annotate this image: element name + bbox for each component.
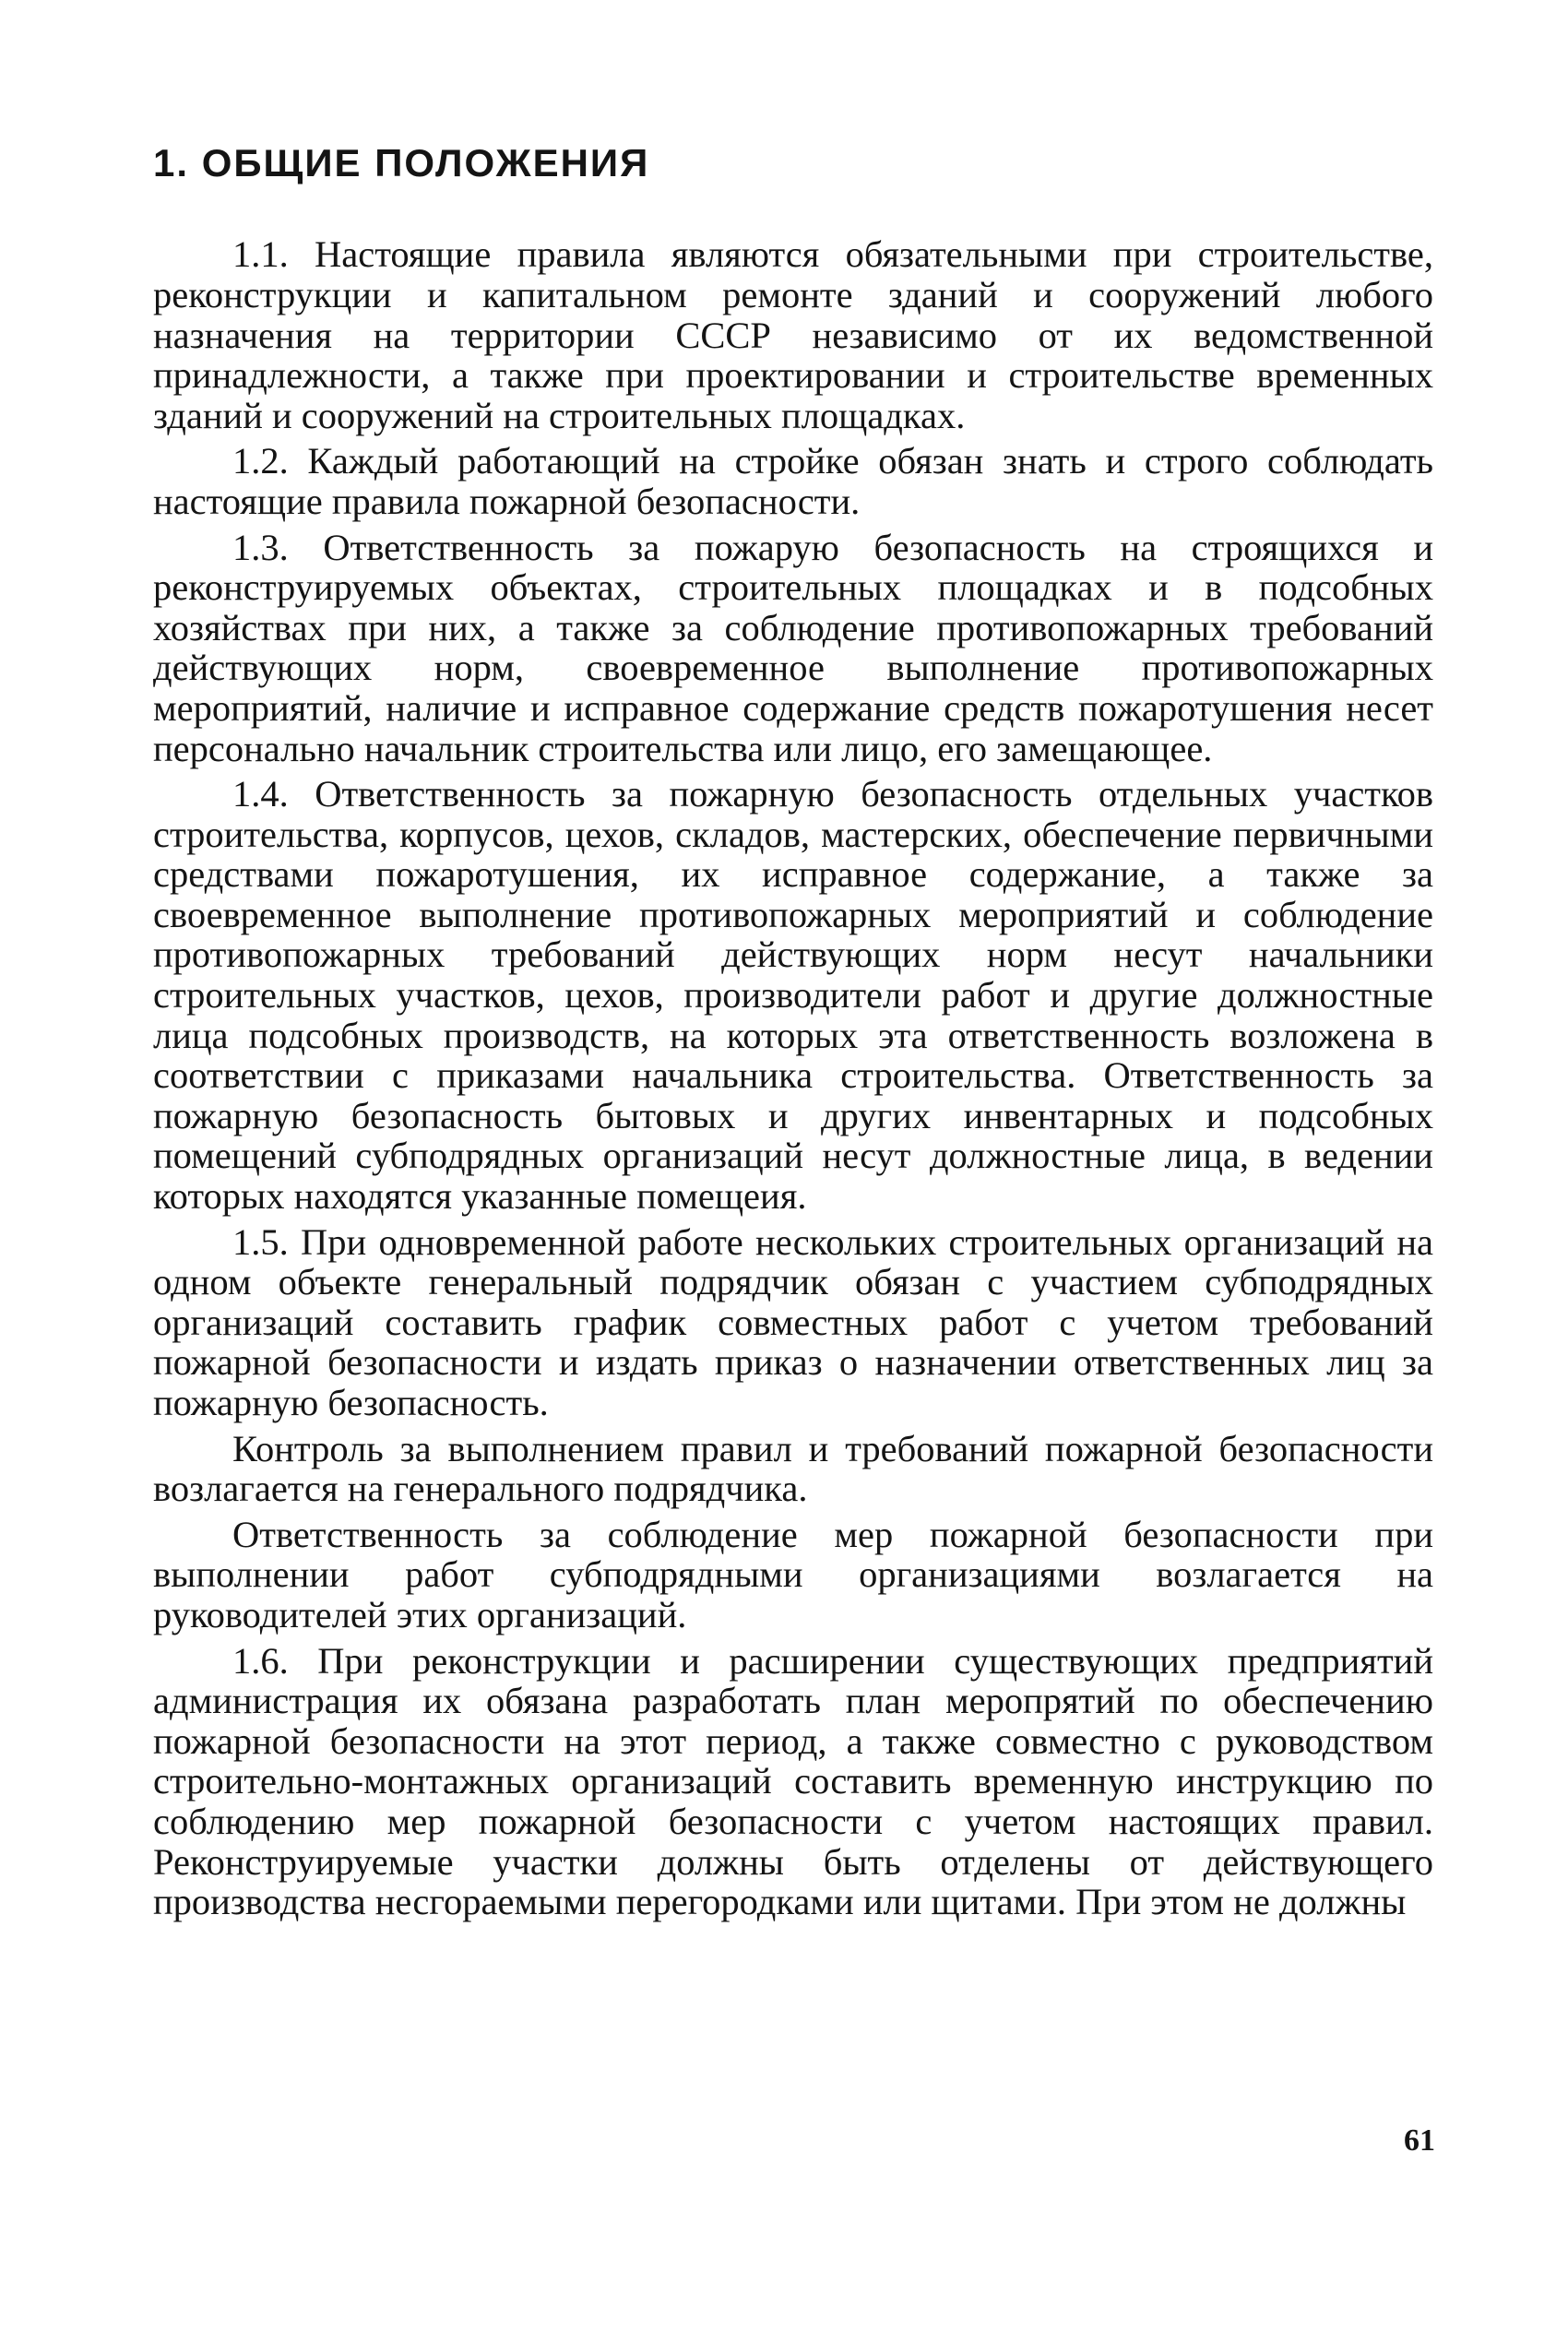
paragraph-1-4: 1.4. Ответственность за пожарную безопасность отдельных участков строительства, корпусов, цехов, складов, мастерских, обеспечение первичными средствами пожаротушения, их исправное содержание, а также за своевременное выполнение противопожарных мероприятий и соблюдение противопожарных требований действующих норм несут начальники строительных участков, цехов, производители работ и другие должностные лица подсобных производств, на которых эта ответственность возложена в соответствии с приказами начальника строительства. Ответственность за пожарную безопасность бытовых и других инвентарных и подсобных помещений субподрядных организаций несут должностные лица, в ведении которых находятся указанные помещеия. (153, 773, 1433, 1218)
paragraph-1-3: 1.3. Ответственность за пожарую безопасность на строящихся и реконструируемых объектах, строительных площадках и в подсобных хозяйствах при них, а также за соблюдение противопожарных требований действующих норм, своевременное выполнение противопожарных мероприятий, наличие и исправное содержание средств пожаротушения несет персонально начальник строительства или лицо, его замещающее. (153, 526, 1433, 769)
paragraph-1-2: 1.2. Каждый работающий на стройке обязан знать и строго соблюдать настоящие правила пожарной безопасности. (153, 440, 1433, 522)
section-heading: 1. ОБЩИЕ ПОЛОЖЕНИЯ (153, 141, 650, 184)
page-number: 61 (1404, 2123, 1435, 2158)
paragraph-1-6: 1.6. При реконструкции и расширении существующих предприятий администрация их обязана разработать план меропрятий по обеспечению пожарной безопасности на этот период, а также совместно с руководством строительно-монтажных организаций составить временную инструкцию по соблюдению мер пожарной безопасности с учетом настоящих правил. Реконструируемые участки должны быть отделены от действующего производства несгораемыми перегородками или щитами. При этом не должны (153, 1639, 1433, 1923)
document-page (153, 140, 1433, 1928)
paragraph-1-1: 1.1. Настоящие правила являются обязательными при строительстве, реконструкции и капитальном ремонте зданий и сооружений любого назначения на территории СССР независимо от их ведомственной принадлежности, а также при проектировании и строительстве временных зданий и сооружений на строительных площадках. (153, 233, 1433, 436)
paragraph-1-5: 1.5. При одновременной работе нескольких строительных организаций на одном объекте генеральный подрядчик обязан с участием субподрядных организаций составить график совместных работ с учетом требований пожарной безопасности и издать приказ о назначении ответственных лиц за пожарную безопасность. (153, 1220, 1433, 1424)
paragraph-control: Контроль за выполнением правил и требований пожарной безопасности возлагается на генерального подрядчика. (153, 1427, 1433, 1510)
paragraph-responsibility: Ответственность за соблюдение мер пожарной безопасности при выполнении работ субподрядными организациями возлагается на руководителей этих организаций. (153, 1513, 1433, 1635)
